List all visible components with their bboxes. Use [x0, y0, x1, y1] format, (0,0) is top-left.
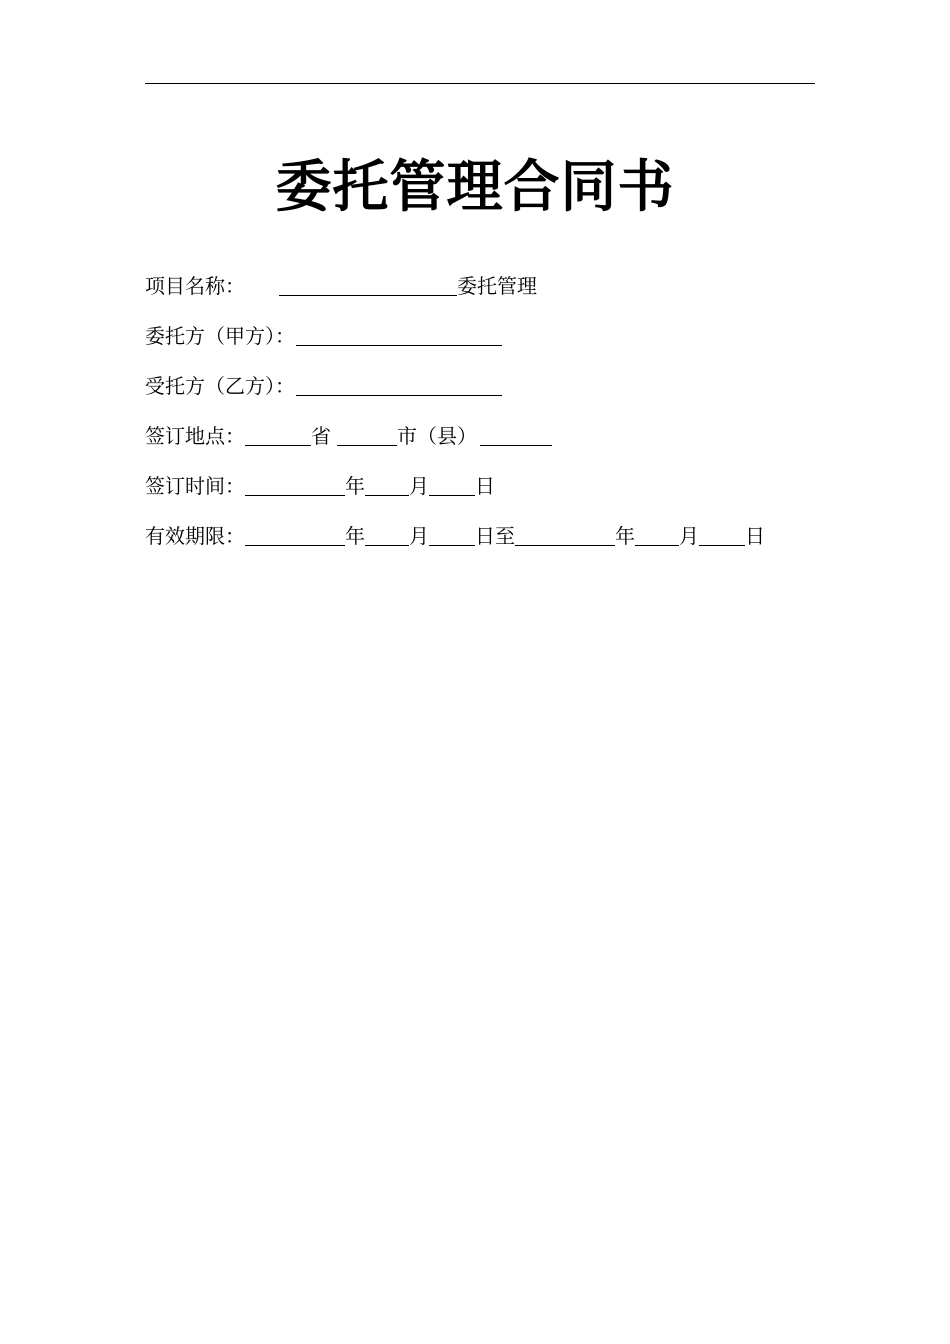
- end-month-unit: 月: [679, 524, 699, 548]
- agent-blank[interactable]: [296, 371, 502, 396]
- province-blank[interactable]: [245, 421, 311, 446]
- end-year-blank[interactable]: [515, 521, 615, 546]
- field-sign-time: [145, 470, 495, 500]
- field-validity: [145, 520, 765, 550]
- field-place: [145, 420, 552, 450]
- sign-month-unit: 月: [409, 474, 429, 498]
- end-day-blank[interactable]: [699, 521, 745, 546]
- end-day-unit: 日: [745, 524, 765, 548]
- field-project: [145, 270, 537, 300]
- sign-day-unit: 日: [475, 474, 495, 498]
- field-agent: [145, 370, 502, 400]
- start-month-blank[interactable]: [365, 521, 409, 546]
- sign-year-unit: 年: [345, 474, 365, 498]
- validity-label: 有效期限：: [145, 524, 245, 548]
- city-blank[interactable]: [337, 421, 397, 446]
- document-title: 委托管理合同书: [275, 155, 675, 220]
- project-label: 项目名称：: [145, 274, 245, 298]
- sign-month-blank[interactable]: [365, 471, 409, 496]
- county-blank[interactable]: [480, 421, 552, 446]
- header-rule: [145, 83, 815, 84]
- start-year-unit: 年: [345, 524, 365, 548]
- project-suffix: 委托管理: [457, 274, 537, 298]
- start-day-blank[interactable]: [429, 521, 475, 546]
- sign-time-label: 签订时间：: [145, 474, 245, 498]
- project-name-blank[interactable]: [279, 271, 457, 296]
- province-unit: 省: [311, 424, 331, 448]
- agent-label: 受托方（乙方）：: [145, 374, 295, 398]
- end-year-unit: 年: [615, 524, 635, 548]
- principal-label: 委托方（甲方）：: [145, 324, 295, 348]
- field-principal: [145, 320, 502, 350]
- start-month-unit: 月: [409, 524, 429, 548]
- place-label: 签订地点：: [145, 424, 245, 448]
- start-year-blank[interactable]: [245, 521, 345, 546]
- end-month-blank[interactable]: [635, 521, 679, 546]
- sign-year-blank[interactable]: [245, 471, 345, 496]
- sign-day-blank[interactable]: [429, 471, 475, 496]
- start-day-to-unit: 日至: [475, 524, 515, 548]
- principal-blank[interactable]: [296, 321, 502, 346]
- city-unit: 市（县）: [397, 424, 477, 448]
